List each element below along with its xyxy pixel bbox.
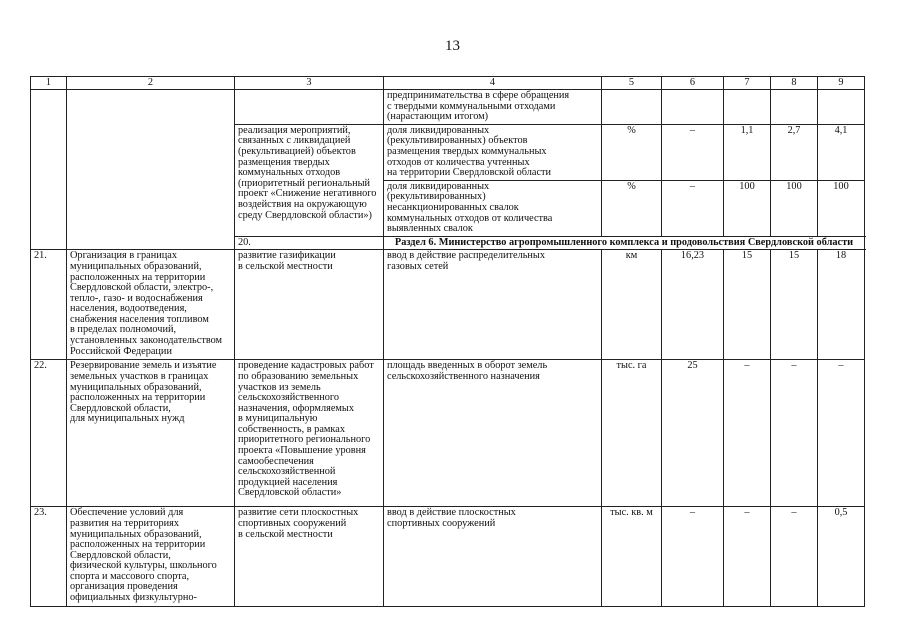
section-title: Раздел 6. Министерство агропромышленного комплекса и продовольствия Свердловской области	[384, 236, 865, 250]
value-cell: 18	[818, 250, 865, 360]
indicator-cell: предпринимательства в сфере обращения с твердыми коммунальными отходами (нарастающим итогом)	[384, 90, 602, 125]
value-cell: –	[662, 124, 724, 180]
value-cell: 15	[724, 250, 771, 360]
table-row	[31, 360, 865, 507]
row-number-cell: 21.	[31, 250, 67, 360]
row-number-cell	[31, 90, 67, 250]
value-cell: 15	[771, 250, 818, 360]
measure-cell: развитие газификации в сельской местности	[235, 250, 384, 360]
value-cell: 0,5	[818, 507, 865, 607]
value-cell: 100	[818, 180, 865, 236]
column-number: 2	[67, 77, 235, 90]
unit-cell: %	[602, 180, 662, 236]
value-cell: 4,1	[818, 124, 865, 180]
table-row	[31, 250, 865, 360]
value-cell: –	[724, 507, 771, 607]
task-cell: Обеспечение условий для развития на территориях муниципальных образований, расположенных на территории Свердловской области, физической культуры, школьного спорта и массового спорта, организация проведения официальных физкультурно-	[67, 507, 235, 607]
table-row	[31, 507, 865, 607]
value-cell: 100	[724, 180, 771, 236]
value-cell: –	[662, 507, 724, 607]
row-number-cell: 20.	[235, 236, 384, 250]
unit-cell: км	[602, 250, 662, 360]
value-cell: 1,1	[724, 124, 771, 180]
indicator-cell: ввод в действие плоскостных спортивных сооружений	[384, 507, 602, 607]
column-number: 9	[818, 77, 865, 90]
value-cell: –	[662, 180, 724, 236]
value-cell: –	[818, 360, 865, 507]
measure-cell: реализация мероприятий, связанных с ликвидацией (рекультивацией) объектов размещения твердых коммунальных отходов (приоритетный региональный проект «Снижение негативного воздействия на окружающую среду Свердловской области»)	[235, 124, 384, 236]
value-cell	[662, 90, 724, 125]
measure-cell	[235, 90, 384, 125]
value-cell	[724, 90, 771, 125]
column-number: 6	[662, 77, 724, 90]
row-number-cell: 23.	[31, 507, 67, 607]
value-cell	[818, 90, 865, 125]
indicators-table	[30, 76, 865, 607]
column-number: 4	[384, 77, 602, 90]
indicator-cell: доля ликвидированных (рекультивированных) объектов размещения твердых коммунальных отходов от количества учтенных на территории Свердловской области	[384, 124, 602, 180]
column-number-row	[31, 77, 865, 90]
value-cell: –	[771, 507, 818, 607]
measure-cell: развитие сети плоскостных спортивных сооружений в сельской местности	[235, 507, 384, 607]
column-number: 1	[31, 77, 67, 90]
value-cell	[771, 90, 818, 125]
value-cell: 25	[662, 360, 724, 507]
task-cell: Организация в границах муниципальных образований, расположенных на территории Свердловской области, электро-, тепло-, газо- и водоснабжения населения, водоотведения, снабжения населения топливом в пределах полномочий, установленных законодательством Российской Федерации	[67, 250, 235, 360]
value-cell: 100	[771, 180, 818, 236]
measure-cell: проведение кадастровых работ по образованию земельных участков из земель сельскохозяйственного назначения, оформляемых в муниципальную собственность, в рамках приоритетного регионального проекта «Повышение уровня самообеспечения сельскохозяйственной продукцией населения Свердловской области»	[235, 360, 384, 507]
column-number: 3	[235, 77, 384, 90]
value-cell: –	[724, 360, 771, 507]
unit-cell: %	[602, 124, 662, 180]
table-row	[31, 90, 865, 125]
value-cell: 16,23	[662, 250, 724, 360]
indicator-cell: площадь введенных в оборот земель сельскохозяйственного назначения	[384, 360, 602, 507]
unit-cell: тыс. га	[602, 360, 662, 507]
task-cell	[67, 90, 235, 250]
column-number: 8	[771, 77, 818, 90]
task-cell: Резервирование земель и изъятие земельных участков в границах муниципальных образований, расположенных на территории Свердловской области, для муниципальных нужд	[67, 360, 235, 507]
value-cell: –	[771, 360, 818, 507]
unit-cell	[602, 90, 662, 125]
column-number: 5	[602, 77, 662, 90]
unit-cell: тыс. кв. м	[602, 507, 662, 607]
row-number-cell: 22.	[31, 360, 67, 507]
indicator-cell: ввод в действие распределительных газовых сетей	[384, 250, 602, 360]
column-number: 7	[724, 77, 771, 90]
indicator-cell: доля ликвидированных (рекультивированных) несанкционированных свалок коммунальных отходов от количества выявленных свалок	[384, 180, 602, 236]
page-number: 13	[445, 38, 460, 54]
value-cell: 2,7	[771, 124, 818, 180]
